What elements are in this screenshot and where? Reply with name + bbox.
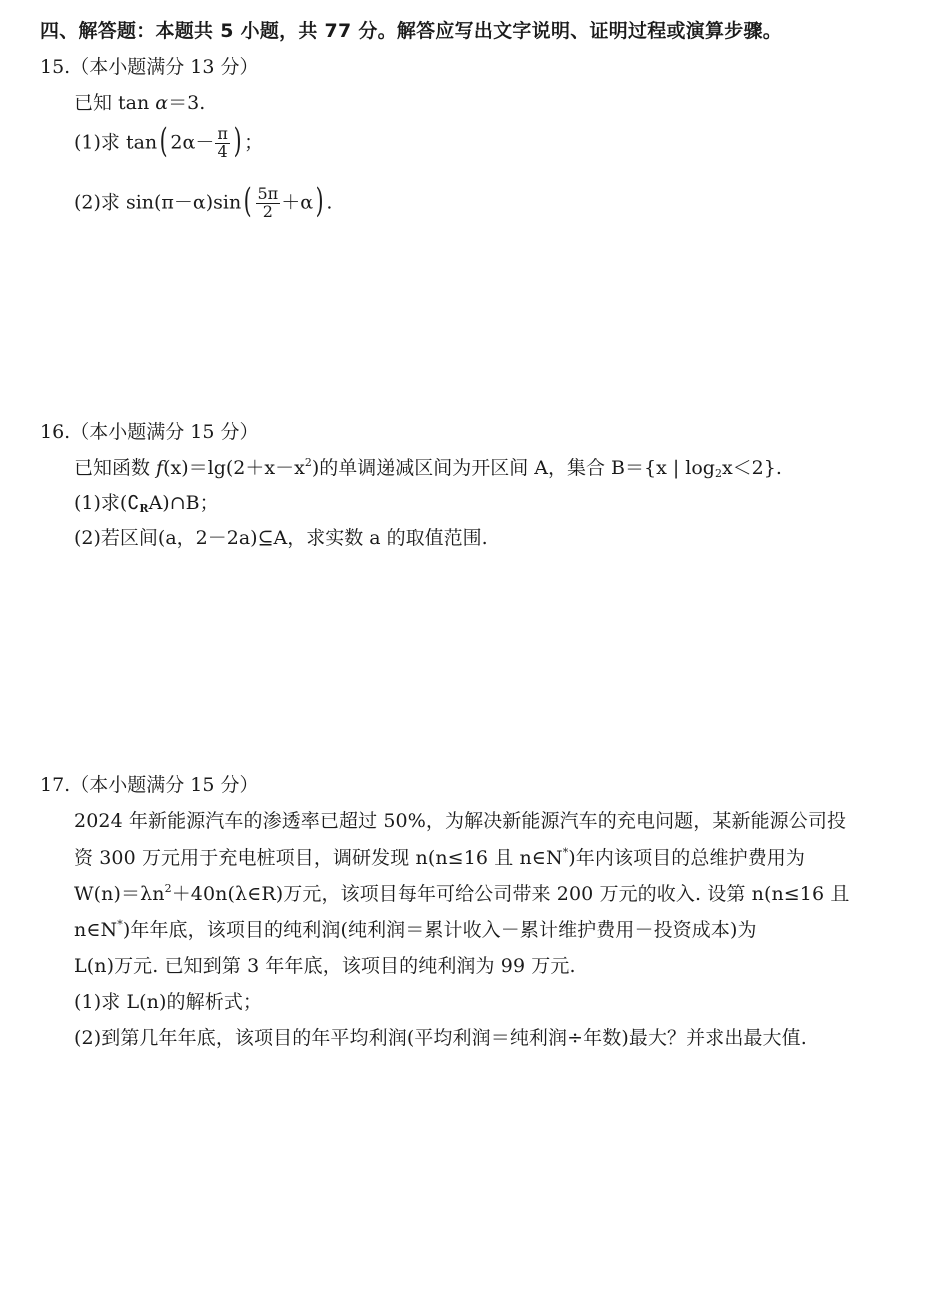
q15-part2 — [74, 181, 333, 222]
q15-p1-end: ； — [244, 131, 264, 154]
fraction-numerator: π — [217, 124, 228, 143]
q17-l3-a: W(n)＝λn — [74, 883, 165, 905]
q17-line1: 2024 年新能源汽车的渗透率已超过 50%，为解决新能源汽车的充电问题，某新能源公司投 — [74, 810, 847, 832]
q16-l1-sub: 2 — [714, 467, 722, 480]
fraction — [215, 126, 230, 161]
q17-l2-b: )年内该项目的总维护费用为 — [568, 847, 806, 869]
fraction-denominator: 4 — [217, 141, 228, 161]
q16-given — [74, 453, 782, 480]
left-paren: ( — [243, 181, 252, 222]
q17-l4-a: n∈N — [74, 919, 118, 941]
complement-symbol: ∁ — [127, 492, 140, 514]
q16-l1-sup: 2 — [304, 456, 312, 469]
q16-l1-b: (x)＝lg(2＋x－x — [163, 457, 305, 479]
q17-line5: L(n)万元. 已知到第 3 年年底，该项目的纯利润为 99 万元. — [74, 955, 576, 977]
q15-p2-inner: ＋α — [281, 191, 314, 214]
left-paren: ( — [159, 121, 168, 162]
right-paren: ) — [315, 181, 324, 222]
section-header: 四、解答题：本题共 5 小题，共 77 分。解答应写出文字说明、证明过程或演算步骤。 — [40, 20, 783, 42]
q15-p2-label: (2)求 sin(π－α)sin — [74, 191, 242, 214]
q16-l1-d: x＜2}. — [721, 457, 782, 479]
q15-given-prefix: 已知 tan — [74, 92, 156, 114]
q16-p1-sub: R — [139, 502, 149, 515]
q15-p2-end: . — [326, 191, 333, 214]
q16-title: 16.（本小题满分 15 分） — [40, 421, 259, 443]
q17-l4-sup: * — [117, 918, 123, 931]
q17-line2 — [74, 843, 805, 870]
q17-part1: (1)求 L(n)的解析式； — [74, 991, 263, 1013]
fraction — [256, 186, 281, 221]
q16-l1-a: 已知函数 — [74, 457, 157, 479]
q16-p1-a: (1)求( — [74, 492, 128, 514]
q15-given — [74, 88, 205, 115]
q15-part1 — [74, 121, 264, 162]
q16-part2: (2)若区间(a，2－2a)⊆A，求实数 a 的取值范围. — [74, 527, 488, 549]
q15-p1-inner: 2α－ — [170, 131, 215, 154]
q17-l3-b: ＋40n(λ∈R)万元，该项目每年可给公司带来 200 万元的收入. 设第 n(n≤16 且 — [171, 883, 850, 905]
q16-l1-c: )的单调递减区间为开区间 A，集合 B＝{x | log — [311, 457, 715, 479]
q17-l2-a: 资 300 万元用于充电桩项目，调研发现 n(n≤16 且 n∈N — [74, 847, 563, 869]
q15-title: 15.（本小题满分 13 分） — [40, 56, 259, 78]
q15-given-var: α — [155, 92, 169, 114]
q17-l2-sup: * — [562, 846, 569, 859]
q17-l3-sup: 2 — [164, 882, 172, 895]
q17-line3 — [74, 879, 849, 906]
q17-l4-b: )年年底，该项目的纯利润(纯利润＝累计收入－累计维护费用－投资成本)为 — [122, 919, 757, 941]
q17-line4 — [74, 915, 757, 942]
q17-part2: (2)到第几年年底，该项目的年平均利润(平均利润＝纯利润÷年数)最大？并求出最大值. — [74, 1027, 807, 1049]
fraction-numerator: 5π — [257, 184, 279, 203]
q16-part1 — [74, 488, 219, 515]
q15-given-suffix: ＝3. — [168, 92, 206, 114]
fraction-denominator: 2 — [262, 201, 273, 221]
q16-l1-f: f — [156, 457, 164, 479]
q17-title: 17.（本小题满分 15 分） — [40, 774, 259, 796]
right-paren: ) — [233, 121, 242, 162]
q15-p1-label: (1)求 tan — [74, 131, 158, 154]
q16-p1-b: A)∩B； — [148, 492, 219, 514]
